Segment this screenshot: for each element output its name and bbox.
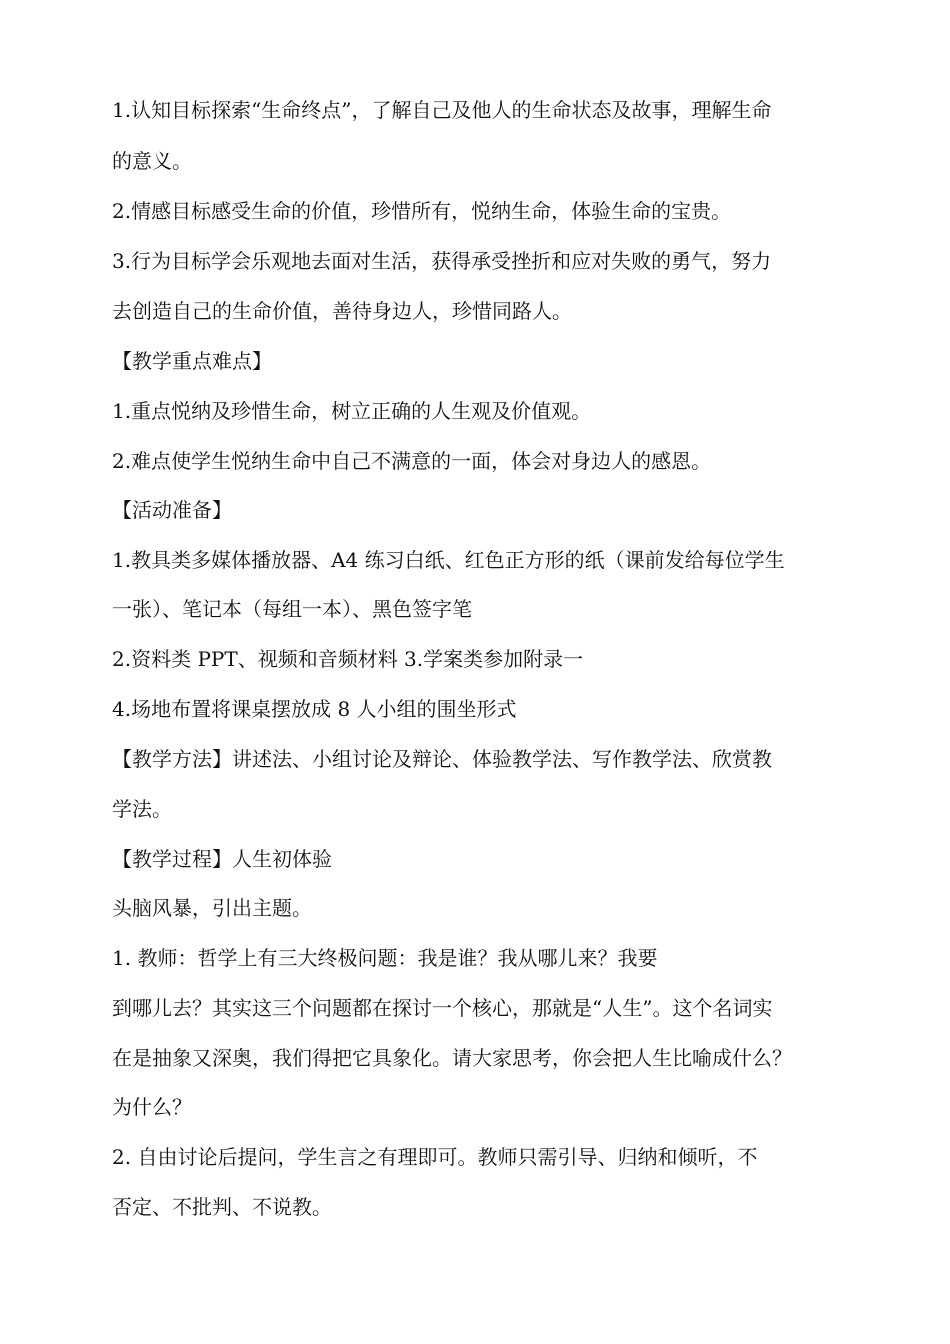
section-heading-key-points: 【教学重点难点】 — [112, 349, 272, 373]
text-line-13: 4.场地布置将课桌摆放成 8 人小组的围坐形式 — [112, 697, 517, 721]
text-line-18: 1. 教师：哲学上有三大终极问题：我是谁？我从哪儿来？我要 — [112, 946, 658, 970]
text-line-5: 去创造自己的生命价值，善待身边人，珍惜同路人。 — [112, 299, 572, 323]
text-line-11: 一张）、笔记本（每组一本）、黑色签字笔 — [112, 597, 472, 621]
text-line-23: 否定、不批判、不说教。 — [112, 1195, 332, 1219]
text-line-7: 1.重点悦纳及珍惜生命，树立正确的人生观及价值观。 — [112, 399, 592, 423]
text-line-10: 1.教具类多媒体播放器、A4 练习白纸、红色正方形的纸（课前发给每位学生 — [112, 548, 785, 572]
text-line-1: 1.认知目标探索“生命终点”，了解自己及他人的生命状态及故事，理解生命 — [112, 98, 772, 122]
text-line-4: 3.行为目标学会乐观地去面对生活，获得承受挫折和应对失败的勇气，努力 — [112, 249, 772, 273]
text-line-8: 2.难点使学生悦纳生命中自己不满意的一面，体会对身边人的感恩。 — [112, 449, 712, 473]
text-line-22: 2. 自由讨论后提问，学生言之有理即可。教师只需引导、归纳和倾听，不 — [112, 1145, 758, 1169]
text-line-15: 学法。 — [112, 797, 172, 821]
text-line-12: 2.资料类 PPT、视频和音频材料 3.学案类参加附录一 — [112, 647, 584, 671]
text-line-17: 头脑风暴，引出主题。 — [112, 896, 312, 920]
section-heading-methods: 【教学方法】讲述法、小组讨论及辩论、体验教学法、写作教学法、欣赏教 — [112, 747, 772, 771]
text-line-21: 为什么？ — [112, 1095, 192, 1119]
section-heading-process: 【教学过程】人生初体验 — [112, 847, 332, 871]
text-line-19: 到哪儿去？其实这三个问题都在探讨一个核心，那就是“人生”。这个名词实 — [112, 996, 773, 1020]
text-line-20: 在是抽象又深奥，我们得把它具象化。请大家思考，你会把人生比喻成什么？ — [112, 1046, 792, 1070]
text-line-2: 的意义。 — [112, 149, 192, 173]
section-heading-preparation: 【活动准备】 — [112, 498, 232, 522]
text-line-3: 2.情感目标感受生命的价值，珍惜所有，悦纳生命，体验生命的宝贵。 — [112, 199, 732, 223]
